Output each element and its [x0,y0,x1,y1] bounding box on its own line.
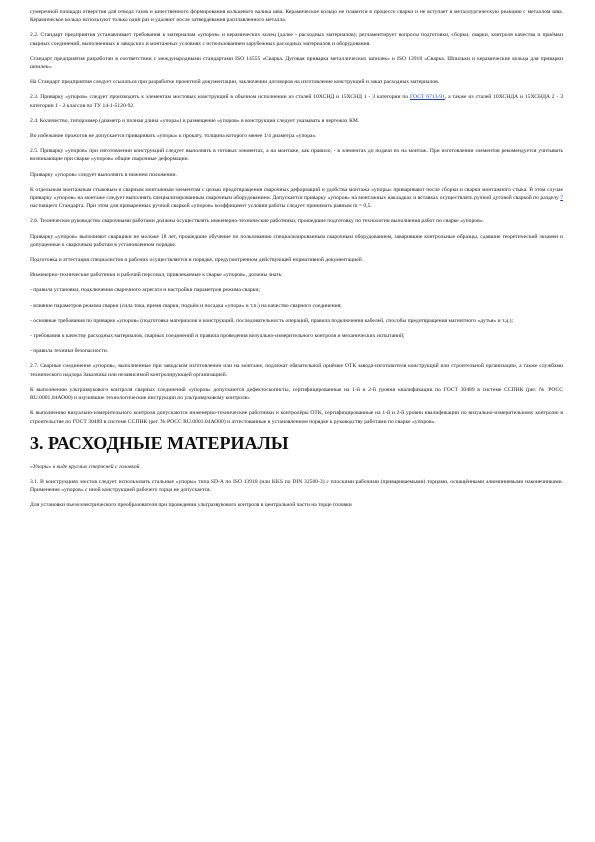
paragraph: 2.6. Техническое руководство сварочными работами должны осуществлять инженерно-технические работники, прошедшие подготовку по технологии выполнения работ по сварке «упоров». [30,218,484,225]
paragraph: - влияние параметров режима сварки (сила тока, время сварки, подъём и посадка «упора» и т.п.) на качество сварного соединения; [30,302,342,309]
paragraph: Для установки пьезоэлектрического преобразователя при проведении ультразвукового контроля в центральной части на торце головки [30,502,352,509]
document-page [30,8,563,517]
paragraph: 2.7. Сварные соединения «упоров», выполненные при заводском изготовлении или на монтаже, подлежат обязательной приёмке ОТК завода-изготовителя конструкций или строительной организации, а также службами технического надзора Заказчика или независимой контролирующей организацией. [30,363,563,378]
paragraph: 2.2. Стандарт предприятия устанавливает требования к материалам «упоров» и керамических колец (далее - расходных материалов); регламентирует вопросы подготовки, сборки, сварки, контроля качества и приёмки сварных соединений, выполненных в заводских и монтажных условиях с использованием зарубежных расходных материалов и оборудования. [30,32,563,47]
paragraph: 2.4. Количество, типоразмер (диаметр и полная длина «упора») и размещение «упоров» в конструкции следует указывать в чертежах КМ. [30,117,360,124]
paragraph [30,186,563,211]
paragraph: - правила техники безопасности. [30,348,109,355]
paragraph: - правила установки, подключения сварочного агрегата и настройки параметров режима сварки; [30,287,260,294]
paragraph: Во избежание прожогов не допускается приваривать «упоры» к прокату, толщина которого менее 1/4 диаметра «упора». [30,133,317,140]
paragraph: - требования к качеству расходных материалов, сварных соединений и правила проведения визуально-измерительного контроля и механических испытаний; [30,333,405,340]
paragraph: Приварку «упоров» выполняют сварщики не моложе 18 лет, прошедшие обучение по пользованию специализированным сварочным оборудованием, заварившие контрольные образцы, сдавшие теоретический экзамен и допущенные к сварочным работам в установленном порядке. [30,233,563,248]
paragraph: Подготовка и аттестация специалистов и рабочих осуществляется в порядке, предусмотренном действующей нормативной документацией. [30,257,364,264]
paragraph-text: К отдельным монтажным стыковым и сварным монтажным элементам с целью предотвращения сварочных деформаций и удобства монтажа «упоры» приваривают после сборки и сварки монтажного стыка. В этом случае приварку «упоров» на монтаже следует выполнять специализированным сварочным оборудованием. Допускается приварку «упоров» на монтажных накладках и вставках осуществлять ручной дуговой сваркой по разделу [30,186,563,202]
paragraph: - основные требования по приварке «упоров» (подготовка материалов и конструкций, последовательность операций, правила подключения кабелей, способы предотвращения магнитного «дутья» и т.д.); [30,317,514,324]
paragraph-text: 2.3. Приварку «упоров» следует производить к элементам мостовых конструкций в обычном исполнении из сталей 10ХСНД и 15ХСНД 1 - 3 категории по [30,94,411,101]
paragraph [30,93,563,109]
paragraph: 2.5. Приварку «упоров» при изготовлении конструкций следует выполнять в готовых элементах, а на монтаже, как правило, - в элементах до подачи их на монтаж. При изготовлении элементов рекомендуется учитывать возникающие при сварке «упоров» общие сварочные деформации. [30,148,563,163]
paragraph: На Стандарт предприятия следует ссылаться при разработке проектной документации, заключении договоров на изготовление конструкций и заказ расходных материалов. [30,79,440,86]
paragraph: К выполнению визуально-измерительного контроля допускаются инженерно-технические работники и контролёры ОТК, сертифицированные на 1-й и 2-й уровни квалификации по визуально-измерительному контролю в строительстве по ГОСТ 30489 в системе ССПНК (рег. № РОСС RU.0001.04АО00) и аттестованные в установленном порядке к руководству работами по сварке «упоров». [30,410,563,425]
paragraphs-after [30,478,563,510]
reference-link[interactable]: 7 [560,195,563,202]
reference-link[interactable]: ГОСТ 6713-91 [410,94,445,101]
paragraph: Приварку «упоров» следует выполнять в нижнем положении. [30,171,177,178]
paragraph-text: настоящего Стандарта. При этом для приваренных ручной сваркой «упоров» коэффициент условия работы следует принимать равным m = 0,5. [30,203,372,210]
paragraph: Инженерно-технические работники и рабочий персонал, привлекаемые к сварке «упоров», должны знать: [30,272,283,279]
paragraph: К выполнению ультразвукового контроля сварных соединений «упоров» допускаются дефектоскописты, сертифицированные на 1-й и 2-й уровни квалификации по ГОСТ 30489 в системе ССПНК (рег. № РОСС RU.0001.04АО00) и изучившие технологические инструкции по ультразвуковому контролю. [30,386,563,402]
subheading: «Упоры» в виде круглых стержней с головкой [30,463,140,470]
paragraphs-before [30,8,563,426]
paragraph: 3.1. В конструкциях мостов следует использовать стальные «упоры» типа SD-A по ISO 13918 (или KKS по DIN 32500-3) с плоскими рабочими (привариваемыми) торцами, оснащёнными алюминиевыми наконечниками. Применение «упоров» с иной конструкцией рабочего торца не допускается. [30,478,563,494]
paragraph: Стандарт предприятия разработан в соответствии с международными стандартами ISO 14555 «Сварка. Дуговая приварка металлических шпилек» и ISO 13918 «Сварка. Шпильки и керамические кольца для приварки шпилек». [30,55,563,71]
paragraph-text: , а также из сталей 10ХСНДА и 15ХСНДА 2 - 3 категории 1 - 2 классов по ТУ 14-1-5120-92. [30,94,563,109]
paragraph: сумеречной площади отверстия для отвода газов и качественного формирования кольцевого валика шва. Керамическое кольцо не плавится в процессе сварки и не вступает в металлургическую реакцию с металлом шва. Керамическое кольцо используют только один раз и удаляют после затвердевания расплавленного металла. [30,9,563,24]
section-heading: 3. РАСХОДНЫЕ МАТЕРИАЛЫ [30,432,289,453]
